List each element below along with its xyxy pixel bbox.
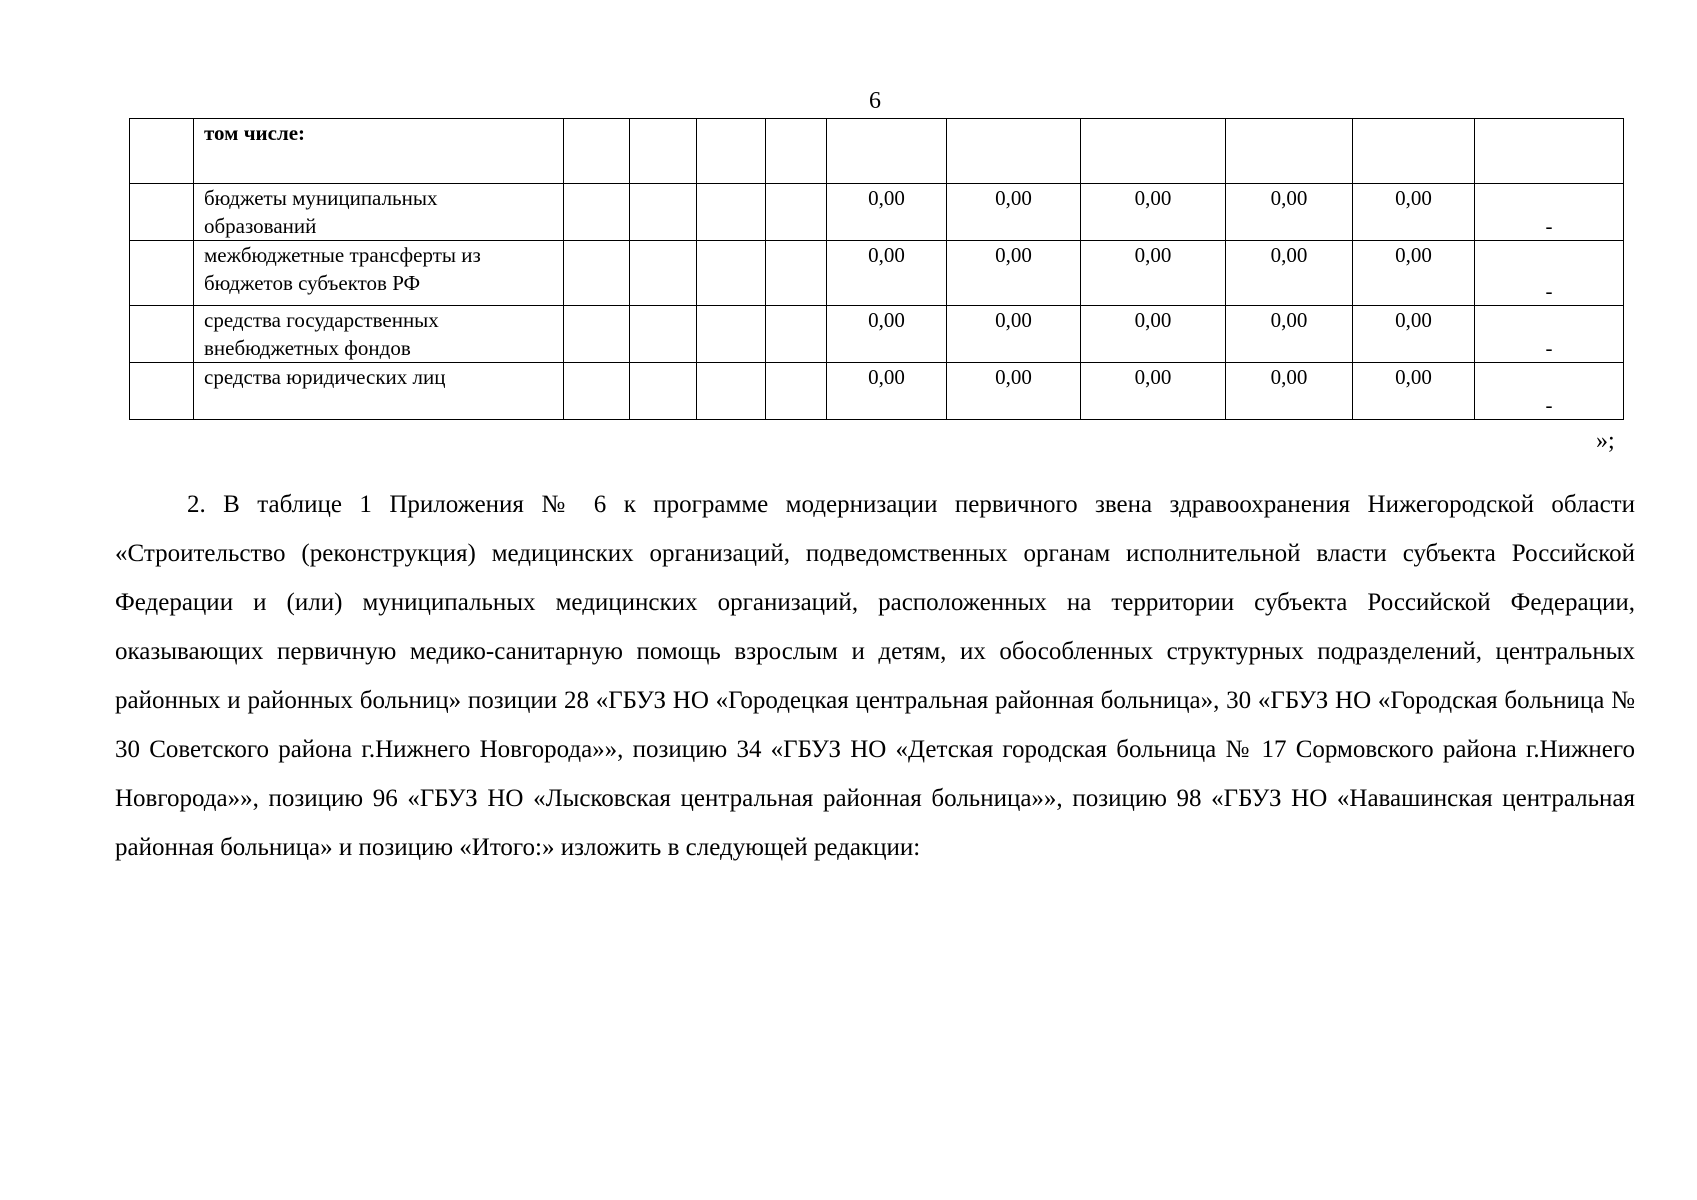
amount-cell: 0,00 <box>1226 363 1353 420</box>
amount-cell <box>827 119 947 184</box>
row-label-cell: межбюджетные трансферты из бюджетов субъектов РФ <box>194 241 564 306</box>
amount-cell: 0,00 <box>1353 241 1475 306</box>
row-label-cell: том числе: <box>194 119 564 184</box>
empty-cell <box>697 184 766 241</box>
empty-cell <box>766 241 827 306</box>
dash-cell: - <box>1475 241 1624 306</box>
page-number: 6 <box>869 88 881 114</box>
empty-cell <box>697 119 766 184</box>
dash-cell: - <box>1475 306 1624 363</box>
amount-cell <box>1226 119 1353 184</box>
empty-cell <box>564 241 630 306</box>
amount-cell: 0,00 <box>1081 363 1226 420</box>
empty-cell <box>630 363 697 420</box>
amount-cell: 0,00 <box>1353 363 1475 420</box>
row-index-cell <box>130 184 194 241</box>
amount-cell: 0,00 <box>947 184 1081 241</box>
amount-cell: 0,00 <box>1081 184 1226 241</box>
row-label-cell: средства юридических лиц <box>194 363 564 420</box>
amount-cell <box>1353 119 1475 184</box>
row-label-cell: средства государственных внебюджетных фондов <box>194 306 564 363</box>
amount-cell: 0,00 <box>1353 184 1475 241</box>
dash-cell <box>1475 119 1624 184</box>
amount-cell: 0,00 <box>1226 241 1353 306</box>
empty-cell <box>630 119 697 184</box>
empty-cell <box>766 306 827 363</box>
amount-cell: 0,00 <box>827 241 947 306</box>
amount-cell: 0,00 <box>827 306 947 363</box>
empty-cell <box>564 363 630 420</box>
amount-cell <box>947 119 1081 184</box>
empty-cell <box>630 241 697 306</box>
empty-cell <box>697 363 766 420</box>
amount-cell: 0,00 <box>947 363 1081 420</box>
table-row <box>130 241 1624 306</box>
row-index-cell <box>130 363 194 420</box>
empty-cell <box>697 306 766 363</box>
amount-cell: 0,00 <box>1081 241 1226 306</box>
empty-cell <box>630 184 697 241</box>
funding-table <box>129 118 1624 420</box>
dash-cell: - <box>1475 184 1624 241</box>
row-index-cell <box>130 306 194 363</box>
amount-cell: 0,00 <box>947 241 1081 306</box>
empty-cell <box>630 306 697 363</box>
amount-cell: 0,00 <box>1226 184 1353 241</box>
empty-cell <box>766 363 827 420</box>
row-index-cell <box>130 241 194 306</box>
empty-cell <box>766 184 827 241</box>
amount-cell: 0,00 <box>1226 306 1353 363</box>
table-row <box>130 306 1624 363</box>
table-row <box>130 363 1624 420</box>
body-paragraph: 2. В таблице 1 Приложения № 6 к программе модернизации первичного звена здравоохранения Нижегородской области «Строительство (реконструкция) медицинских организаций, подведомственных органам исполнительной власти субъекта Российской Федерации и (или) муниципальных медицинских организаций, расположенных на территории субъекта Российской Федерации, оказывающих первичную медико-санитарную помощь взрослым и детям, их обособленных структурных подразделений, центральных районных и районных больниц» позиции 28 «ГБУЗ НО «Городецкая центральная районная больница», 30 «ГБУЗ НО «Городская больница № 30 Советского района г.Нижнего Новгорода»», позицию 34 «ГБУЗ НО «Детская городская больница № 17 Сормовского района г.Нижнего Новгорода»», позицию 96 «ГБУЗ НО «Лысковская центральная районная больница»», позицию 98 «ГБУЗ НО «Навашинская центральная районная больница» и позицию «Итого:» изложить в следующей редакции: <box>115 491 1635 861</box>
empty-cell <box>564 119 630 184</box>
table-row <box>130 184 1624 241</box>
table-row <box>130 119 1624 184</box>
amount-cell: 0,00 <box>827 184 947 241</box>
row-label-cell: бюджеты муниципальных образований <box>194 184 564 241</box>
empty-cell <box>564 184 630 241</box>
empty-cell <box>766 119 827 184</box>
empty-cell <box>697 241 766 306</box>
amount-cell: 0,00 <box>827 363 947 420</box>
amount-cell: 0,00 <box>1353 306 1475 363</box>
closing-quote: »; <box>1596 428 1615 454</box>
amount-cell: 0,00 <box>947 306 1081 363</box>
amount-cell: 0,00 <box>1081 306 1226 363</box>
empty-cell <box>564 306 630 363</box>
amount-cell <box>1081 119 1226 184</box>
dash-cell: - <box>1475 363 1624 420</box>
row-index-cell <box>130 119 194 184</box>
